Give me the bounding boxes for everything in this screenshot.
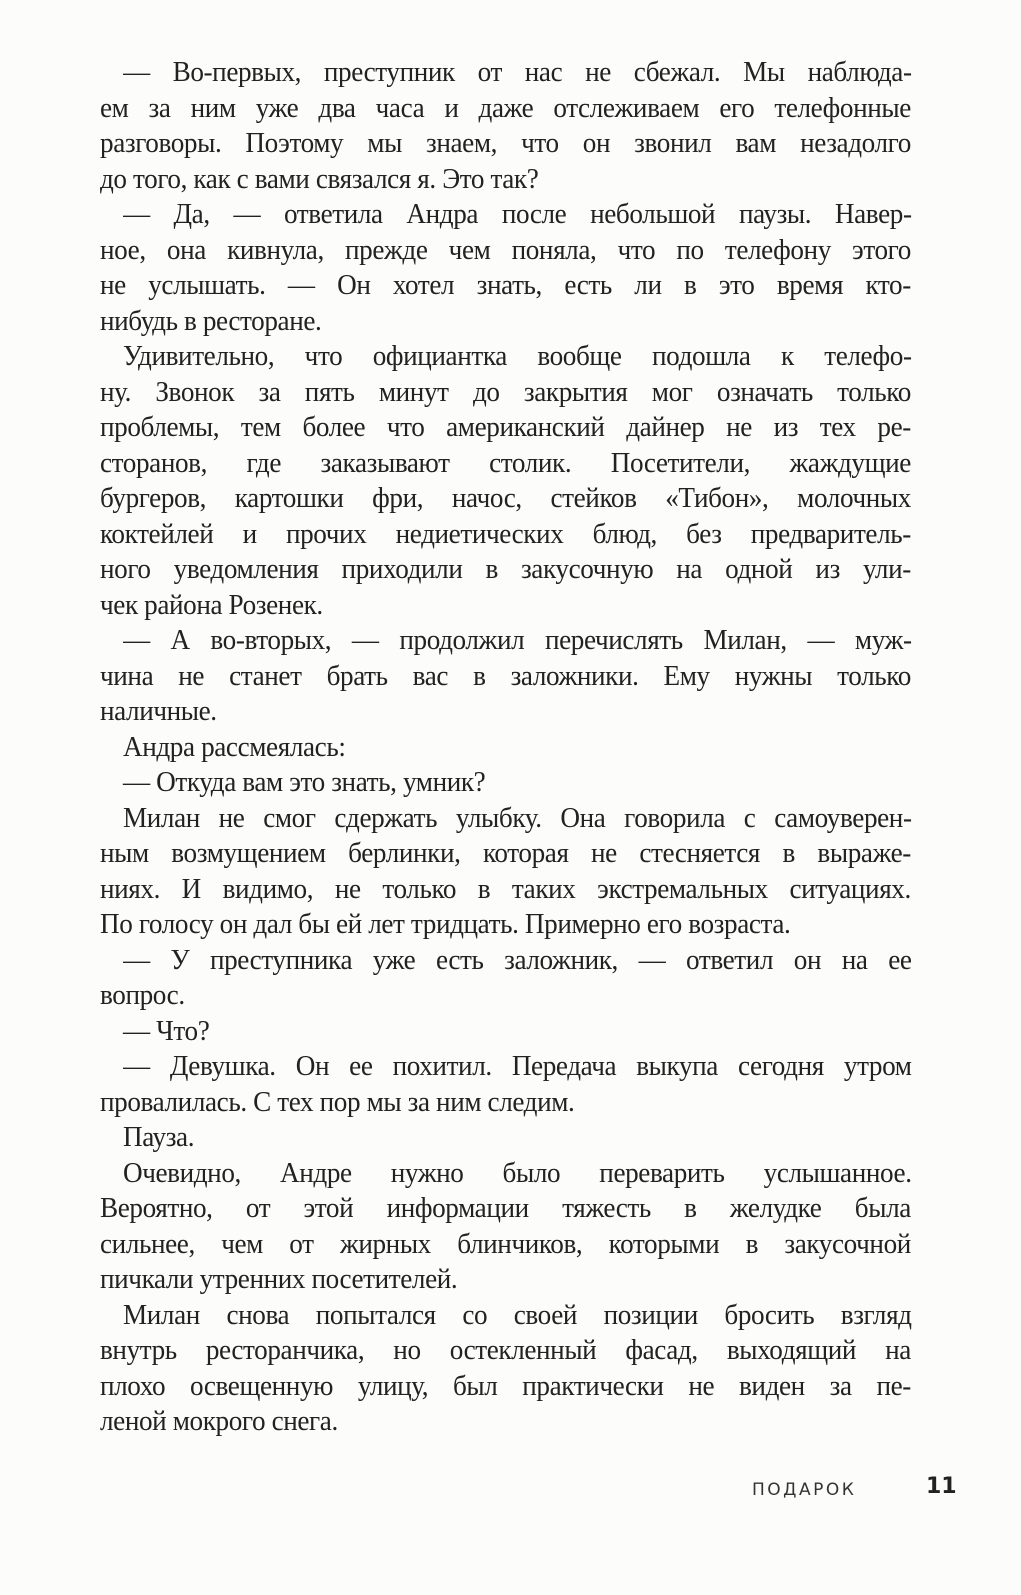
text-line: проблемы, тем более что американский дайнер не из тех ре- <box>100 412 911 443</box>
text-line: — Что? <box>123 1015 210 1047</box>
text-line: нибудь в ресторане. <box>100 305 322 337</box>
running-title: ПОДАРОК <box>752 1480 857 1500</box>
text-line: бургеров, картошки фри, начос, стейков «Тибон», молочных <box>100 483 911 514</box>
text-line: — Девушка. Он ее похитил. Передача выкупа сегодня утром <box>123 1051 912 1082</box>
text-line: — Откуда вам это знать, умник? <box>123 767 486 798</box>
text-line: — А во-вторых, — продолжил перечислять Милан, — муж- <box>123 625 912 656</box>
text-line: Андра рассмеялась: <box>123 731 346 763</box>
text-line: ем за ним уже два часа и даже отслеживаем его телефонные <box>100 92 911 124</box>
text-line: чек района Розенек. <box>100 589 323 621</box>
text-line: коктейлей и прочих недиетических блюд, без предваритель- <box>100 518 911 550</box>
text-line: ного уведомления приходили в закусочную на одной из ули- <box>100 554 911 585</box>
text-line: ниях. И видимо, не только в таких экстремальных ситуациях. <box>100 873 911 905</box>
text-line: Очевидно, Андре нужно было переварить услышанное. <box>123 1157 912 1189</box>
text-line: Удивительно, что официантка вообще подошла к телефо- <box>123 341 912 372</box>
text-line: ное, она кивнула, прежде чем поняла, что по телефону этого <box>100 234 911 266</box>
text-line: сторанов, где заказывают столик. Посетители, жаждущие <box>100 447 911 479</box>
text-line: — Во-первых, преступник от нас не сбежал. Мы наблюда- <box>123 57 912 88</box>
text-line: не услышать. — Он хотел знать, есть ли в это время кто- <box>100 270 911 301</box>
text-line: до того, как с вами связался я. Это так? <box>100 163 539 195</box>
text-line: ным возмущением берлинки, которая не стесняется в выраже- <box>100 838 911 869</box>
text-line: разговоры. Поэтому мы знаем, что он звонил вам незадолго <box>100 128 911 159</box>
text-line: ну. Звонок за пять минут до закрытия мог означать только <box>100 376 911 408</box>
text-line: чина не станет брать вас в заложники. Ему нужны только <box>100 660 911 692</box>
text-line: плохо освещенную улицу, был практически не виден за пе- <box>100 1370 911 1402</box>
text-line: сильнее, чем от жирных блинчиков, которыми в закусочной <box>100 1228 911 1260</box>
text-line: Милан не смог сдержать улыбку. Она говорила с самоуверен- <box>123 802 912 834</box>
text-line: внутрь ресторанчика, но остекленный фасад, выходящий на <box>100 1335 911 1366</box>
text-line: Пауза. <box>123 1122 195 1153</box>
text-line: Вероятно, от этой информации тяжесть в желудке была <box>100 1193 911 1224</box>
text-line: пичкали утренних посетителей. <box>100 1264 458 1295</box>
text-line: — У преступника уже есть заложник, — ответил он на ее <box>123 944 912 976</box>
text-line: провалилась. С тех пор мы за ним следим. <box>100 1086 575 1118</box>
page-number: 11 <box>926 1474 957 1499</box>
text-line: наличные. <box>100 696 217 727</box>
text-line: леной мокрого снега. <box>100 1406 338 1437</box>
text-line: — Да, — ответила Андра после небольшой паузы. Навер- <box>123 199 912 230</box>
text-line: По голосу он дал бы ей лет тридцать. Примерно его возраста. <box>100 909 791 940</box>
text-line: вопрос. <box>100 980 185 1011</box>
text-line: Милан снова попытался со своей позиции бросить взгляд <box>123 1299 912 1331</box>
